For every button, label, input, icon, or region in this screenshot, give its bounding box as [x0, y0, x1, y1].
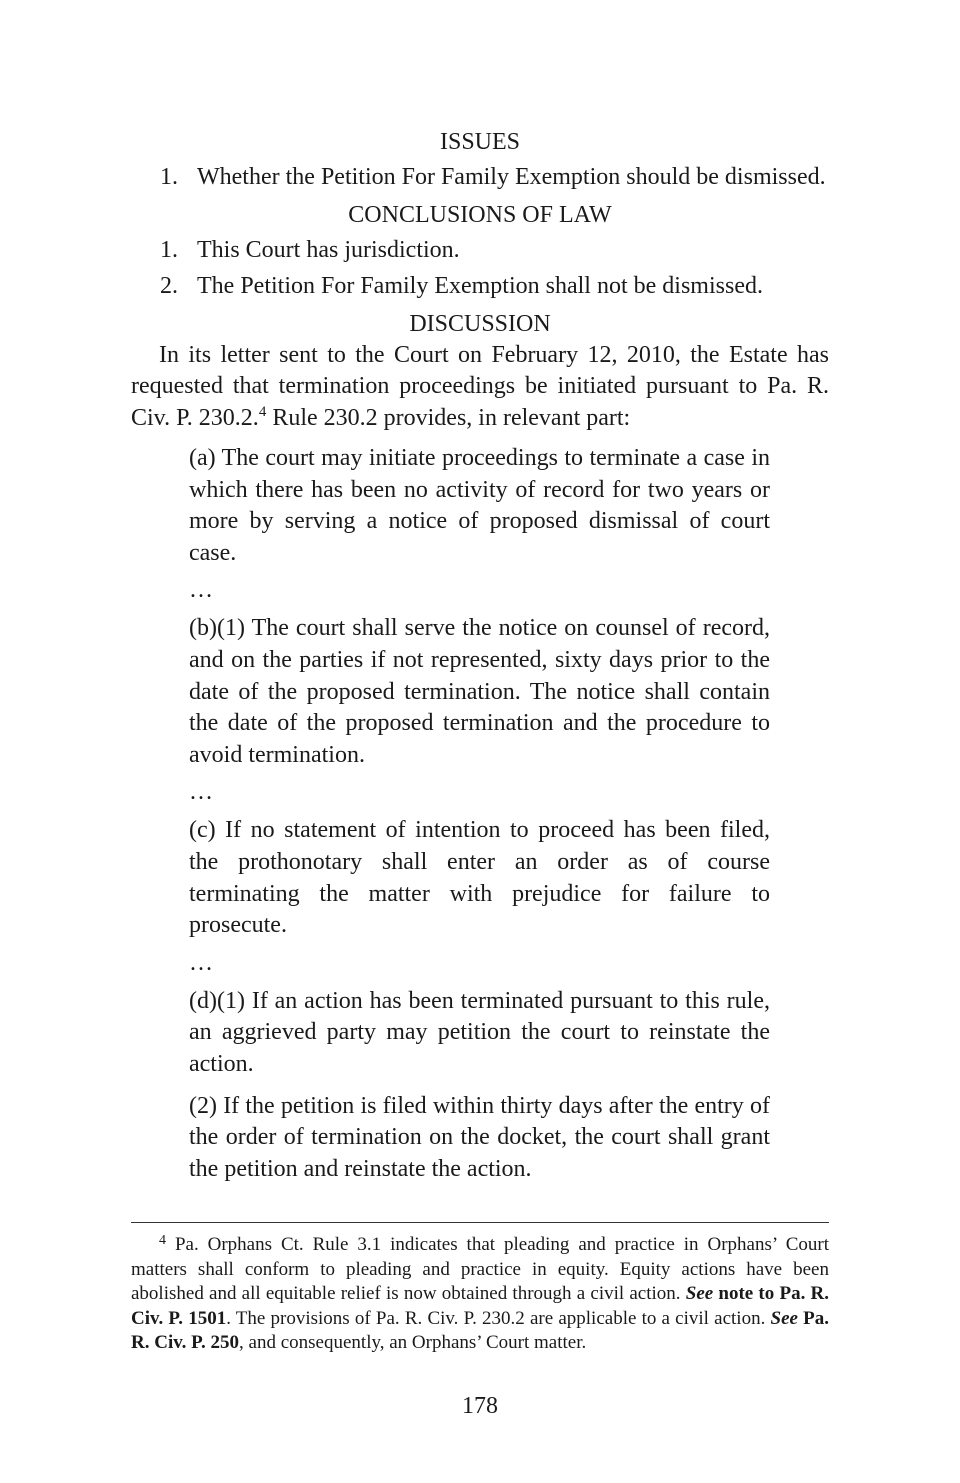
conclusion-item: [131, 271, 829, 303]
footnote-separator: [131, 1222, 829, 1223]
footnote-reference[interactable]: 4: [258, 403, 267, 420]
conclusion-item: [131, 235, 829, 267]
quote-paragraph-c: (c) If no statement of intention to proceed has been filed, the prothonotary shall enter an order as of course terminating the matter with prejudice for failure to prosecute.: [189, 817, 770, 939]
footnote-text: . The provisions of Pa. R. Civ. P. 230.2 are applicable to a civil action.: [226, 1307, 771, 1329]
quote-paragraph-b1: (b)(1) The court shall serve the notice on counsel of record, and on the parties if not represented, sixty days prior to the date of the proposed termination. The notice shall contain the date of the proposed termination and the procedure to avoid termination.: [189, 615, 770, 768]
issues-heading: ISSUES: [439, 129, 521, 155]
footnote-citation: note to Pa. R. Civ. P. 1501: [131, 1283, 829, 1329]
quote-ellipsis: …: [189, 577, 215, 604]
footnote-citation: Pa. R. Civ. P. 250: [131, 1307, 829, 1353]
quote-paragraph-a: (a) The court may initiate proceedings to terminate a case in which there has been no activity of record for two years or more by serving a notice of proposed dismissal of court case.: [189, 445, 770, 566]
quote-ellipsis: …: [189, 779, 215, 806]
footnote-mark: 4: [159, 1233, 166, 1248]
footnote-see: See: [770, 1307, 798, 1329]
quote-paragraph-d1: (d)(1) If an action has been terminated pursuant to this rule, an aggrieved party may petition the court to reinstate the action.: [189, 987, 770, 1077]
intro-text: In its letter sent to the Court on February 12, 2010, the Estate has requested that termination proceedings be initiated pursuant to Pa. R. Civ. P. 230.2.: [131, 341, 829, 431]
page-number: 178: [462, 1393, 498, 1419]
conclusions-heading: CONCLUSIONS OF LAW: [348, 201, 612, 228]
discussion-heading: DISCUSSION: [409, 310, 551, 337]
issue-text: Whether the Petition For Family Exemption should be dismissed.: [197, 164, 826, 190]
conclusion-number: 1.: [160, 236, 178, 263]
issue-item: [131, 162, 829, 194]
quote-paragraph-d2: (2) If the petition is filed within thirty days after the entry of the order of termination on the docket, the court shall grant the petition and reinstate the action.: [189, 1092, 770, 1182]
discussion-intro: [131, 340, 829, 435]
page-body: [131, 126, 829, 1185]
intro-text-cont: Rule 230.2 provides, in relevant part:: [266, 404, 631, 431]
quote-ellipsis: …: [189, 949, 215, 976]
conclusion-text: The Petition For Family Exemption shall not be dismissed.: [197, 273, 763, 299]
rule-quotation: [189, 443, 770, 1185]
conclusion-text: This Court has jurisdiction.: [197, 236, 460, 263]
issue-number: 1.: [160, 164, 178, 190]
footnote-see: See: [685, 1283, 714, 1304]
conclusion-number: 2.: [160, 273, 178, 299]
footnote-text: Pa. Orphans Ct. Rule 3.1 indicates that pleading and practice in Orphans’ Court matters shall conform to pleading and practice in equity. Equity actions have been abolished and all equitable relief is now obtained through a civil action.: [131, 1234, 829, 1304]
footnote: [131, 1233, 829, 1356]
footnote-text: , and consequently, an Orphans’ Court matter.: [239, 1332, 587, 1353]
